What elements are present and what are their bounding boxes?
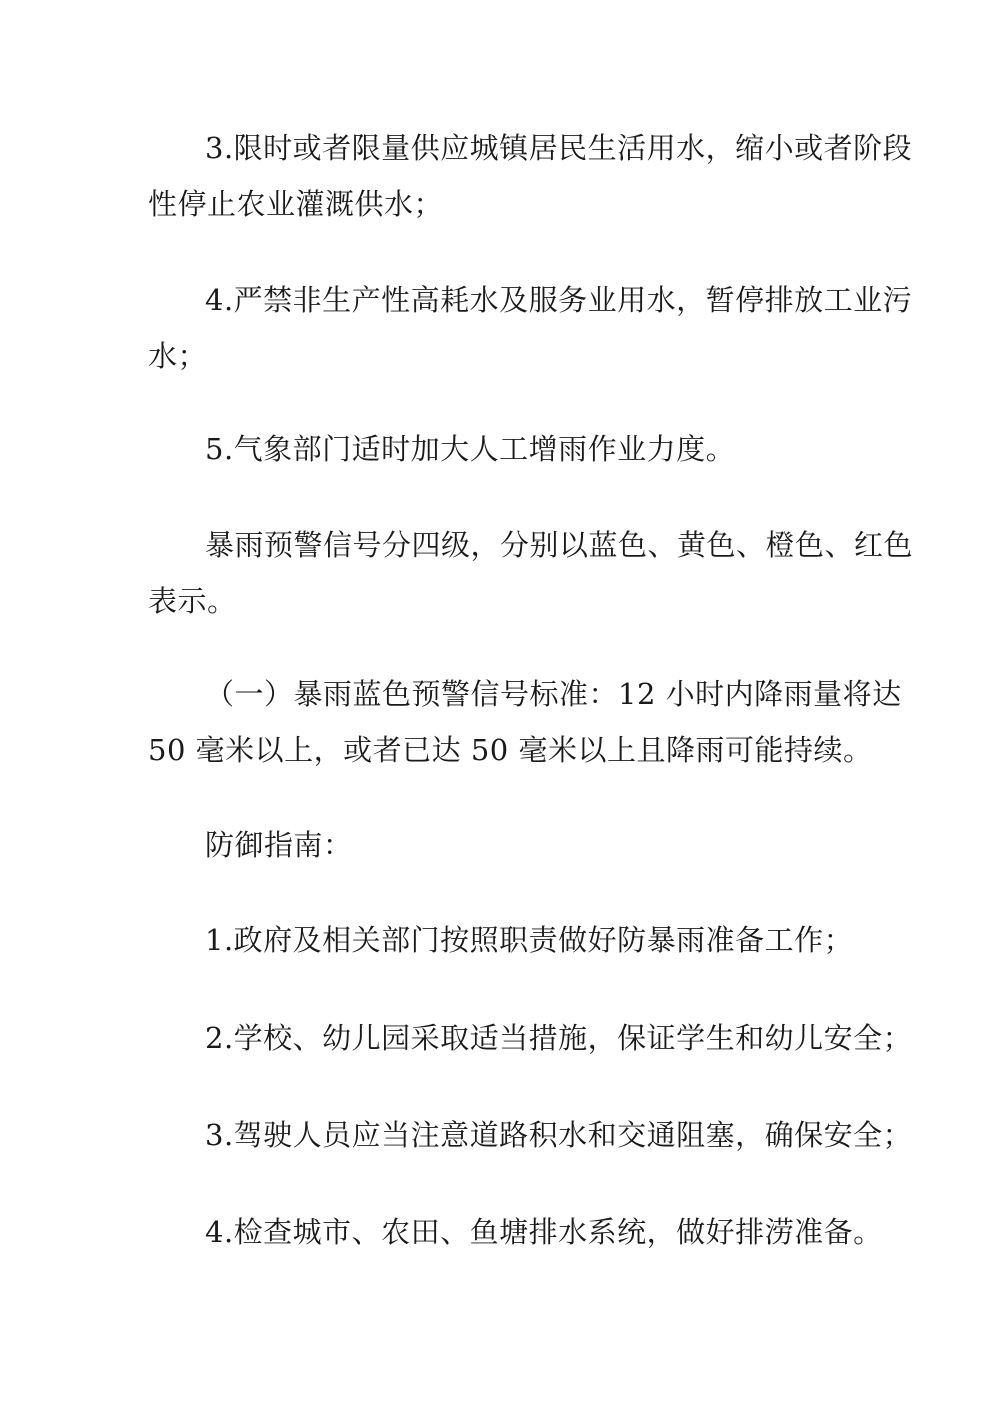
paragraph-line: 2.学校、幼儿园采取适当措施，保证学生和幼儿安全；: [205, 1021, 913, 1055]
paragraph-line: 水；: [148, 339, 208, 373]
paragraph-line: （一）暴雨蓝色预警信号标准：12 小时内降雨量将达: [205, 677, 902, 711]
paragraph-line: 3.驾驶人员应当注意道路积水和交通阻塞，确保安全；: [205, 1118, 913, 1152]
paragraph-line: 4.检查城市、农田、鱼塘排水系统，做好排涝准备。: [205, 1215, 883, 1249]
paragraph-line: 4.严禁非生产性高耗水及服务业用水，暂停排放工业污: [205, 283, 913, 317]
paragraph-line: 防御指南：: [205, 828, 353, 862]
paragraph-line: 50 毫米以上，或者已达 50 毫米以上且降雨可能持续。: [148, 733, 873, 767]
paragraph-line: 3.限时或者限量供应城镇居民生活用水，缩小或者阶段: [205, 131, 913, 165]
paragraph-line: 暴雨预警信号分四级，分别以蓝色、黄色、橙色、红色: [205, 528, 914, 562]
paragraph-line: 表示。: [148, 584, 237, 618]
paragraph-line: 1.政府及相关部门按照职责做好防暴雨准备工作；: [205, 923, 854, 957]
paragraph-line: 性停止农业灌溉供水；: [148, 187, 444, 221]
paragraph-line: 5.气象部门适时加大人工增雨作业力度。: [205, 432, 736, 466]
